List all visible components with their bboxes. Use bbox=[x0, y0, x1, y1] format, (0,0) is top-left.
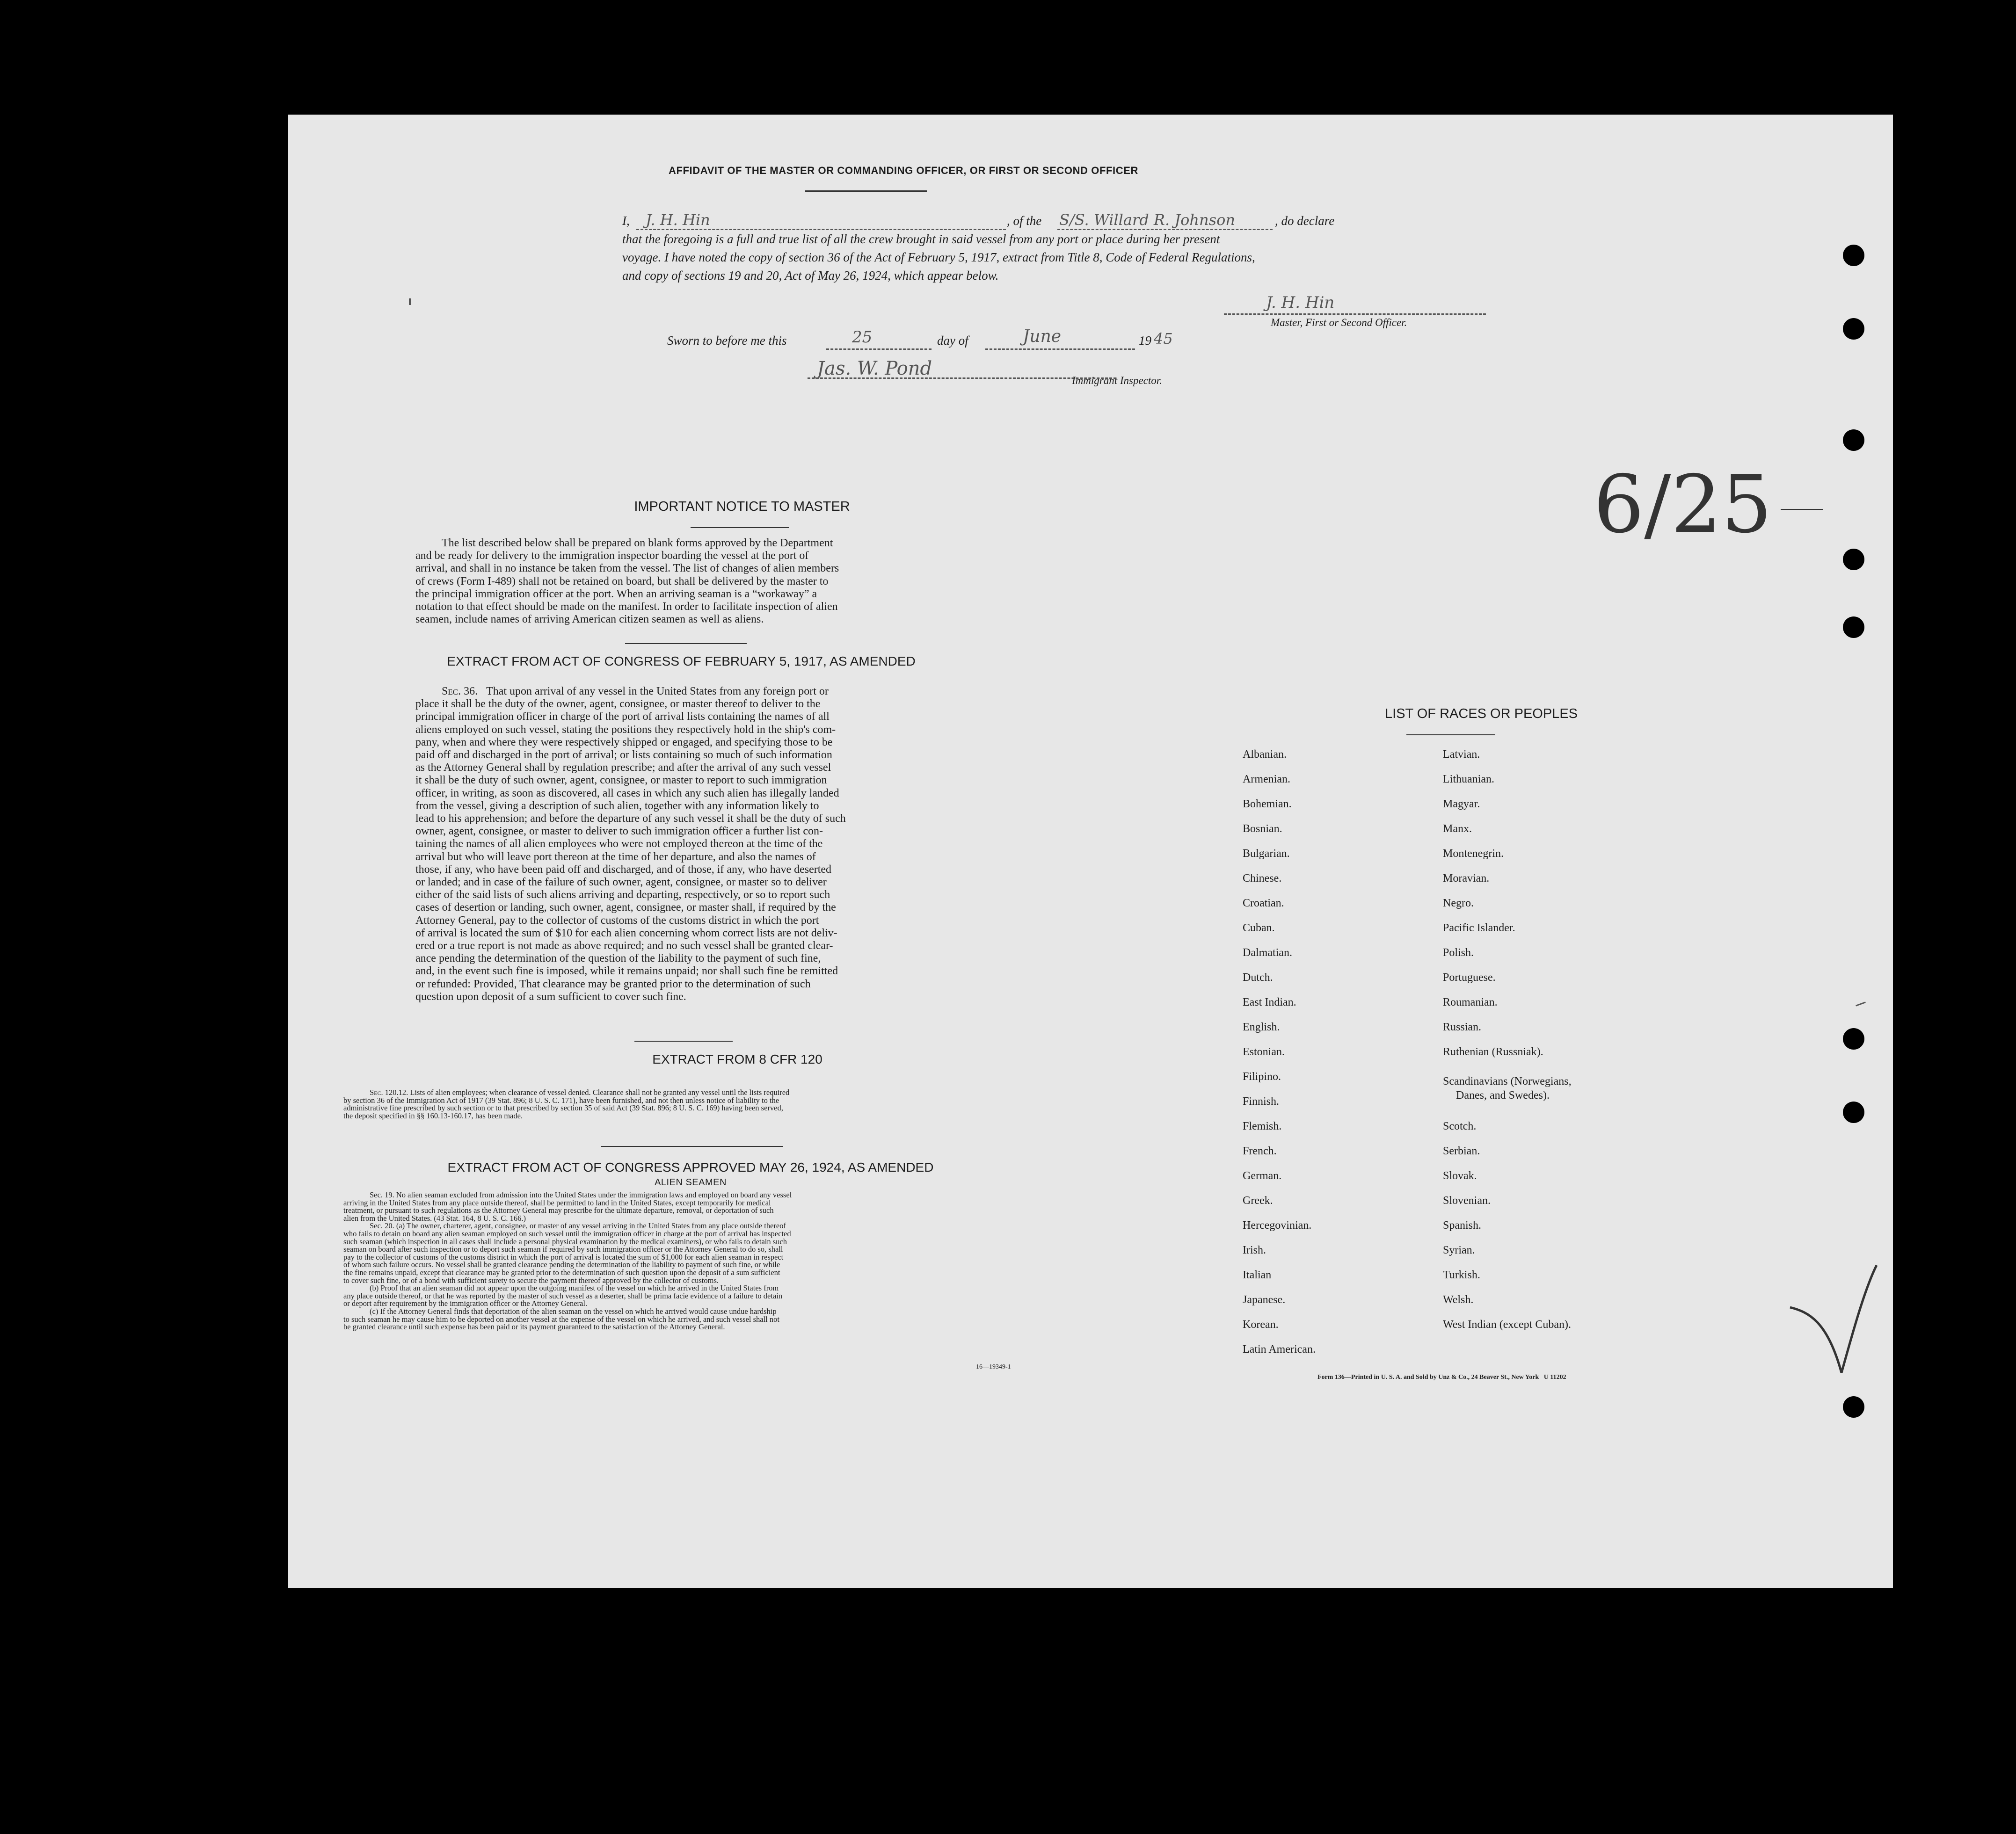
race-item: Roumanian. bbox=[1443, 996, 1498, 1008]
race-item: Flemish. bbox=[1243, 1120, 1282, 1132]
sworn-month: June bbox=[1023, 327, 1062, 346]
race-item: Pacific Islander. bbox=[1443, 922, 1515, 934]
extract1917-line: officer, in writing, as soon as discovered, all cases in which any such alien has illegally landed bbox=[415, 787, 839, 799]
handwritten-date: 6/25 bbox=[1594, 458, 1772, 551]
punch-hole bbox=[1843, 1028, 1864, 1050]
extract1924-line: seaman on board after such inspection or to deport such seaman if required by such immigration officer or the Attorney General to do so, shall bbox=[343, 1245, 783, 1254]
extract1917-end-rule bbox=[634, 1041, 733, 1042]
sworn-day-blank bbox=[826, 337, 932, 350]
scan-mark bbox=[409, 298, 411, 305]
document-page bbox=[288, 115, 1893, 1588]
extract1924-body bbox=[343, 1191, 1026, 1331]
extract1917-line: ance pending the determination of the question of the liability to the payment of such fine, bbox=[415, 952, 821, 965]
extract1924-line: alien from the United States. (43 Stat. 164, 8 U. S. C. 166.) bbox=[343, 1213, 526, 1223]
races-heading: LIST OF RACES OR PEOPLES bbox=[1384, 706, 1578, 721]
race-item: Croatian. bbox=[1243, 897, 1284, 909]
affidavit-line-4: and copy of sections 19 and 20, Act of May 26, 1924, which appear below. bbox=[622, 268, 999, 283]
extract1917-line: and, in the event such fine is imposed, while it remains unpaid; nor shall such fine be remitted bbox=[415, 965, 838, 978]
extract1917-line: from the vessel, giving a description of such alien, together with any information likely to bbox=[415, 799, 819, 812]
of-the-label: , of the bbox=[1007, 214, 1042, 228]
extract1924-line: Sec. 20. (a) The owner, charterer, agent, consignee, or master of any vessel arriving in the United States from any place outside thereof bbox=[370, 1221, 786, 1231]
extract1924-line: to cover such fine, or of a bond with sufficient surety to secure the payment thereof approved by the collector of customs. bbox=[343, 1276, 719, 1285]
sec-120-label: Sec. 120.12. bbox=[370, 1088, 408, 1097]
notice-line: seamen, include names of arriving American citizen seamen as well as aliens. bbox=[415, 613, 764, 626]
race-item: Latvian. bbox=[1443, 748, 1480, 761]
race-item: Chinese. bbox=[1243, 872, 1282, 884]
race-item: West Indian (except Cuban). bbox=[1443, 1319, 1571, 1331]
extract1917-body bbox=[415, 685, 946, 1003]
check-mark-icon bbox=[1771, 1237, 1879, 1392]
affidavit-line-1 bbox=[622, 211, 1338, 232]
notice-line: the principal immigration officer at the port. When an arriving seaman is a “workaway” a bbox=[415, 587, 817, 600]
cfr-body bbox=[343, 1089, 1026, 1120]
affidavit-line-2: that the foregoing is a full and true list of all the crew brought in said vessel from any port or place during her present bbox=[622, 232, 1220, 246]
extract1917-line: or refunded: Provided, That clearance may be granted prior to the determination of such bbox=[415, 978, 811, 990]
inspector-caption: Immigrant Inspector. bbox=[1072, 375, 1162, 386]
officer-signature-line bbox=[1224, 304, 1486, 315]
race-item: Negro. bbox=[1443, 897, 1474, 909]
race-item: Turkish. bbox=[1443, 1269, 1480, 1281]
print-code: 16—19349-1 bbox=[976, 1363, 1011, 1370]
cfr-end-rule bbox=[601, 1146, 783, 1147]
year-prefix: 19 bbox=[1139, 333, 1151, 348]
extract1917-line: those, if any, who have been paid off and discharged, and of those, if any, who have deserted bbox=[415, 863, 832, 876]
extract1917-line: or landed; and in case of the failure of such owner, agent, consignee, or master so to deliver bbox=[415, 876, 827, 889]
sec-36-label: Sec. 36. bbox=[442, 685, 478, 697]
race-item: Bosnian. bbox=[1243, 823, 1282, 835]
cfr-line: the deposit specified in §§ 160.13-160.17, has been made. bbox=[343, 1111, 523, 1120]
do-declare-label: , do declare bbox=[1275, 214, 1335, 228]
races-rule bbox=[1406, 734, 1495, 735]
extract1924-line: or deport after requirement by the immigration officer or the Attorney General. bbox=[343, 1299, 588, 1308]
scan-mark bbox=[1856, 1001, 1866, 1006]
notice-line: of crews (Form I-489) shall not be retained on board, but shall be delivered by the master to bbox=[415, 575, 829, 587]
race-item: Slovak. bbox=[1443, 1170, 1477, 1182]
race-item: Danes, and Swedes). bbox=[1456, 1089, 1550, 1102]
extract1917-line: owner, agent, consignee, or master to deliver to such immigration officer a further list con- bbox=[415, 825, 823, 838]
date-rule bbox=[1781, 509, 1823, 510]
race-item: Latin American. bbox=[1243, 1343, 1316, 1356]
punch-hole bbox=[1843, 318, 1864, 340]
extract1924-line: treatment, or pursuant to such regulations as the Attorney General may prescribe for the ultimate departure, removal, or deportation of such bbox=[343, 1206, 774, 1215]
punch-hole bbox=[1843, 429, 1864, 451]
extract1917-line: paid off and discharged in the port of arrival; or lists containing so much of such information bbox=[415, 749, 832, 761]
vessel-name: S/S. Willard R. Johnson bbox=[1059, 211, 1235, 229]
notice-line: The list described below shall be prepared on blank forms approved by the Department bbox=[442, 537, 833, 549]
race-item: Portuguese. bbox=[1443, 971, 1496, 984]
race-item: Finnish. bbox=[1243, 1095, 1280, 1108]
notice-heading: IMPORTANT NOTICE TO MASTER bbox=[634, 499, 850, 514]
extract1917-line bbox=[415, 685, 946, 698]
extract1924-line: be granted clearance until such expense has been paid or its payment guaranteed to the satisfaction of the Attorney General. bbox=[343, 1322, 725, 1332]
race-item: French. bbox=[1243, 1145, 1277, 1157]
extract1924-line: pay to the collector of customs of the customs district in which the port of arrival is located the sum of $1,000 for each alien seaman in respect bbox=[343, 1252, 784, 1261]
extract1917-line: arrival but who will leave port thereon at the time of her departure, and also the names of bbox=[415, 850, 816, 863]
extract1924-line: of whom such failure occurs. No vessel shall be granted clearance pending the determination of the liability to payment of such fine, or while bbox=[343, 1260, 780, 1269]
race-item: Lithuanian. bbox=[1443, 773, 1494, 785]
cfr-line: administrative fine prescribed by such section or to that prescribed by section 35 of said Act (39 Stat. 896; 8 U. S. C. 169) having been served, bbox=[343, 1103, 783, 1113]
form-footer: Form 136—Printed in U. S. A. and Sold by Unz & Co., 24 Beaver St., New York U 11202 bbox=[1317, 1374, 1566, 1381]
extract1917-line: it shall be the duty of such owner, agent, consignee, or master to report to such immigration bbox=[415, 774, 827, 787]
extract1917-line: aliens employed on such vessel, stating the positions they respectively hold in the ship's com- bbox=[415, 723, 836, 736]
race-item: Bohemian. bbox=[1243, 798, 1292, 810]
extract1917-line: lead to his apprehension; and before the departure of any such vessel it shall be the duty of such bbox=[415, 812, 846, 825]
extract1917-text: That upon arrival of any vessel in the United States from any foreign port or bbox=[486, 685, 829, 697]
extract1924-line: Sec. 19. No alien seaman excluded from admission into the United States under the immigration laws and employed on board any vessel bbox=[370, 1190, 792, 1199]
extract1924-line: to such seaman he may cause him to be deported on another vessel at the expense of the vessel on which he arrived, and such vessel shall not bbox=[343, 1314, 779, 1324]
race-item: Dutch. bbox=[1243, 971, 1273, 984]
race-item: Cuban. bbox=[1243, 922, 1275, 934]
extract1917-line: place it shall be the duty of the owner, agent, consignee, or master thereof to deliver to the bbox=[415, 698, 821, 710]
extract1924-line: arriving in the United States from any place outside thereof, shall be permitted to land in the United States, except temporarily for medical bbox=[343, 1198, 771, 1207]
extract1924-subheading: ALIEN SEAMEN bbox=[655, 1177, 727, 1188]
race-item: Armenian. bbox=[1243, 773, 1290, 785]
race-item: Scotch. bbox=[1443, 1120, 1477, 1132]
cfr-line: by section 36 of the Immigration Act of 1917 (39 Stat. 896; 8 U. S. C. 171), have been furnished, and not then unless notice of liability to the bbox=[343, 1095, 779, 1105]
sworn-line bbox=[667, 327, 1275, 352]
race-item: Welsh. bbox=[1443, 1294, 1474, 1306]
officer-signature: J. H. Hin bbox=[1266, 293, 1335, 312]
race-item: Magyar. bbox=[1443, 798, 1480, 810]
extract1917-line: of arrival is located the sum of $10 for each alien concerning whom correct lists are not deliv- bbox=[415, 927, 837, 939]
cfr-heading: EXTRACT FROM 8 CFR 120 bbox=[652, 1052, 822, 1066]
race-item: Syrian. bbox=[1443, 1244, 1475, 1256]
extract1917-line: cases of desertion or landing, such owner, agent, consignee, or master shall, if required by the bbox=[415, 901, 836, 914]
race-item: Serbian. bbox=[1443, 1145, 1480, 1157]
race-item: Moravian. bbox=[1443, 872, 1490, 884]
extract1924-line: (c) If the Attorney General finds that deportation of the alien seaman on the vessel on which he arrived would cause undue hardship bbox=[370, 1306, 777, 1316]
extract1917-line: pany, when and where they were respectively shipped or engaged, and specifying those to be bbox=[415, 736, 833, 748]
race-item: Ruthenian (Russniak). bbox=[1443, 1046, 1543, 1058]
day-of-label: day of bbox=[937, 333, 968, 348]
cfr-text: Lists of alien employees; when clearance of vessel denied. Clearance shall not be granted any vessel until the lists required bbox=[410, 1088, 790, 1097]
extract1917-heading: EXTRACT FROM ACT OF CONGRESS OF FEBRUARY 5, 1917, AS AMENDED bbox=[447, 654, 916, 668]
race-item: Bulgarian. bbox=[1243, 848, 1290, 860]
extract1917-line: question upon deposit of a sum sufficient to cover such fine. bbox=[415, 990, 686, 1003]
race-item: Japanese. bbox=[1243, 1294, 1286, 1306]
race-item: English. bbox=[1243, 1021, 1280, 1033]
extract1924-line: who fails to detain on board any alien seaman employed on such vessel until the immigration officer in charge at the port of arrival has inspected bbox=[343, 1229, 791, 1238]
sworn-prefix: Sworn to before me this bbox=[667, 333, 787, 348]
punch-hole bbox=[1843, 549, 1864, 570]
notice-end-rule bbox=[625, 643, 747, 644]
race-item: Manx. bbox=[1443, 823, 1472, 835]
punch-hole bbox=[1843, 1102, 1864, 1123]
sworn-day: 25 bbox=[852, 328, 873, 347]
extract1917-line: as the Attorney General shall by regulation prescribe; and after the arrival of any such vessel bbox=[415, 761, 831, 774]
inspector-signature: Jas. W. Pond bbox=[817, 358, 932, 379]
affidavit-line-3: voyage. I have noted the copy of section 36 of the Act of February 5, 1917, extract from Title 8, Code of Federal Regulations, bbox=[622, 250, 1255, 264]
race-item: East Indian. bbox=[1243, 996, 1296, 1008]
race-item: Greek. bbox=[1243, 1195, 1273, 1207]
extract1924-heading: EXTRACT FROM ACT OF CONGRESS APPROVED MAY 26, 1924, AS AMENDED bbox=[447, 1160, 934, 1174]
race-item: Estonian. bbox=[1243, 1046, 1285, 1058]
extract1917-line: either of the said lists of such aliens arriving and departing, respectively, or so to report such bbox=[415, 889, 830, 901]
race-item: Irish. bbox=[1243, 1244, 1266, 1256]
declarant-name: J. H. Hin bbox=[646, 211, 710, 229]
race-item: Montenegrin. bbox=[1443, 848, 1504, 860]
race-item: Polish. bbox=[1443, 947, 1474, 959]
extract1917-line: taining the names of all alien employees who were not employed thereon at the time of the bbox=[415, 838, 823, 850]
notice-line: notation to that effect should be made on the manifest. In order to facilitate inspection of alien bbox=[415, 601, 838, 613]
race-item: Hercegovinian. bbox=[1243, 1219, 1312, 1232]
notice-rule bbox=[691, 527, 789, 528]
notice-line: arrival, and shall in no instance be taken from the vessel. The list of changes of alien members bbox=[415, 562, 839, 575]
notice-body bbox=[415, 537, 946, 626]
extract1924-line: any place outside thereof, or that he was reported by the master of such vessel as a deserter, shall be prima facie evidence of a failure to detain bbox=[343, 1291, 783, 1300]
extract1924-line: the fine remains unpaid, except that clearance may be granted prior to the determination of such question upon the deposit of a sum sufficient bbox=[343, 1268, 780, 1277]
race-item: Scandinavians (Norwegians, bbox=[1443, 1075, 1572, 1087]
race-item: Korean. bbox=[1243, 1319, 1279, 1331]
punch-hole bbox=[1843, 245, 1864, 266]
declarant-prefix: I, bbox=[622, 214, 630, 228]
race-item: Filipino. bbox=[1243, 1071, 1281, 1083]
race-item: Albanian. bbox=[1243, 748, 1287, 761]
race-item: Russian. bbox=[1443, 1021, 1482, 1033]
affidavit-title: AFFIDAVIT OF THE MASTER OR COMMANDING OFFICER, OR FIRST OR SECOND OFFICER bbox=[668, 165, 1139, 176]
extract1917-line: Attorney General, pay to the collector of customs of the customs district in which the port bbox=[415, 914, 819, 927]
extract1924-line: (b) Proof that an alien seaman did not appear upon the outgoing manifest of the vessel on which he arrived in the United States from bbox=[370, 1283, 779, 1293]
punch-hole bbox=[1843, 1396, 1864, 1418]
notice-line: and be ready for delivery to the immigration inspector boarding the vessel at the port of bbox=[415, 550, 809, 562]
officer-caption: Master, First or Second Officer. bbox=[1271, 317, 1407, 328]
race-item: Slovenian. bbox=[1443, 1195, 1491, 1207]
extract1917-line: principal immigration officer in charge of the port of arrival lists containing the names of all bbox=[415, 710, 830, 723]
punch-hole bbox=[1843, 616, 1864, 638]
race-item: Dalmatian. bbox=[1243, 947, 1292, 959]
race-item: Italian bbox=[1243, 1269, 1272, 1281]
race-item: Spanish. bbox=[1443, 1219, 1482, 1232]
extract1924-line: such seaman (which inspection in all cases shall include a personal physical examination by the medical examiners), or who fails to detain such bbox=[343, 1237, 787, 1246]
extract1917-line: ered or a true report is not made as above required; and no such vessel shall be granted clear- bbox=[415, 940, 833, 952]
sworn-year: 45 bbox=[1154, 330, 1173, 348]
race-item: German. bbox=[1243, 1170, 1282, 1182]
title-rule bbox=[805, 190, 927, 192]
